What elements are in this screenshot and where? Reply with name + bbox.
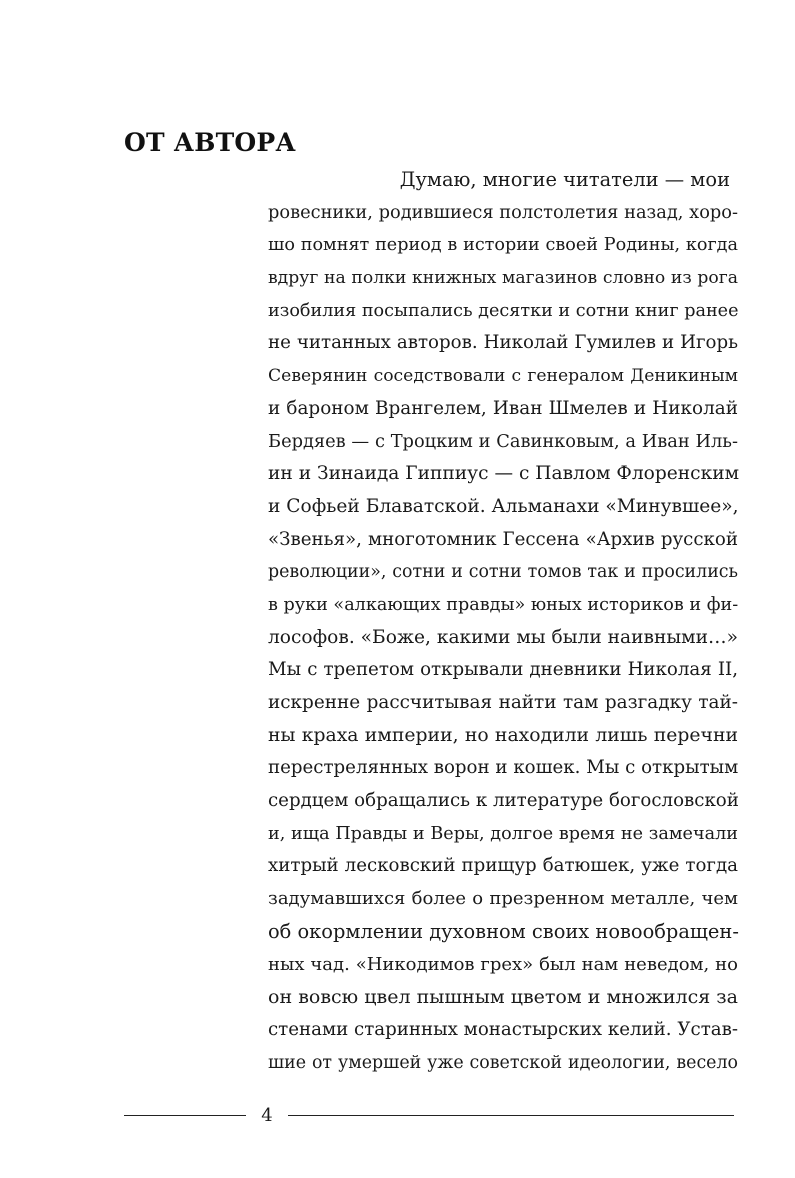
text-line: шие от умершей уже советской идеологии, весело: [268, 1052, 738, 1073]
page-footer: [124, 1103, 734, 1129]
text-line: «Звенья», многотомник Гессена «Архив русской: [268, 528, 738, 550]
text-line: перестрелянных ворон и кошек. Мы с открытым: [268, 757, 739, 779]
text-line: Мы с трепетом открывали дневники Николая II,: [268, 659, 738, 681]
text-line: и Софьей Блаватской. Альманахи «Минувшее»,: [268, 495, 739, 517]
footer-rule-right: [288, 1115, 734, 1116]
footer-rule-left: [124, 1115, 246, 1116]
text-line: он вовсю цвел пышным цветом и множился за: [268, 986, 738, 1009]
text-line: Бердяев — с Троцким и Савинковым, а Иван Иль-: [268, 430, 738, 452]
text-line: ны краха империи, но находили лишь перечни: [268, 724, 738, 746]
text-line: ных чад. «Никодимов грех» был нам неведом, но: [268, 953, 738, 975]
text-line: ин и Зинаида Гиппиус — с Павлом Флоренским: [268, 463, 740, 485]
text-line: шо помнят период в истории своей Родины, когда: [268, 235, 738, 256]
text-line: изобилия посыпались десятки и сотни книг ранее: [268, 300, 739, 321]
text-line: задумавшихся более о презренном металле, чем: [268, 888, 738, 910]
body-text: [268, 164, 738, 1079]
text-line: Думаю, многие читатели — мои: [399, 168, 730, 191]
text-line: революции», сотни и сотни томов так и просились: [268, 562, 738, 583]
text-line: в руки «алкающих правды» юных историков и фи-: [268, 594, 739, 615]
page-number: 4: [261, 1105, 273, 1126]
text-line: и, ища Правды и Веры, долгое время не замечали: [268, 823, 738, 844]
text-line: стенами старинных монастырских келий. Устав-: [268, 1018, 738, 1040]
text-line: об окормлении духовном своих новообращен-: [268, 919, 739, 943]
text-line: хитрый лесковский прищур батюшек, уже тогда: [268, 855, 738, 877]
text-line: и бароном Врангелем, Иван Шмелев и Николай: [268, 397, 738, 419]
text-line: сердцем обращались к литературе богословской: [268, 790, 739, 812]
text-line: Северянин соседствовали с генералом Деникиным: [268, 366, 738, 387]
chapter-heading: ОТ АВТОРА: [124, 128, 296, 157]
text-line: ровесники, родившиеся полстолетия назад, хоро-: [268, 201, 738, 223]
text-line: искренне рассчитывая найти там разгадку тай-: [268, 692, 738, 713]
text-line: вдруг на полки книжных магазинов словно из рога: [268, 268, 738, 289]
text-line: не читанных авторов. Николай Гумилев и Игорь: [268, 332, 738, 354]
text-line: лософов. «Боже, какими мы были наивными…»: [268, 626, 738, 648]
